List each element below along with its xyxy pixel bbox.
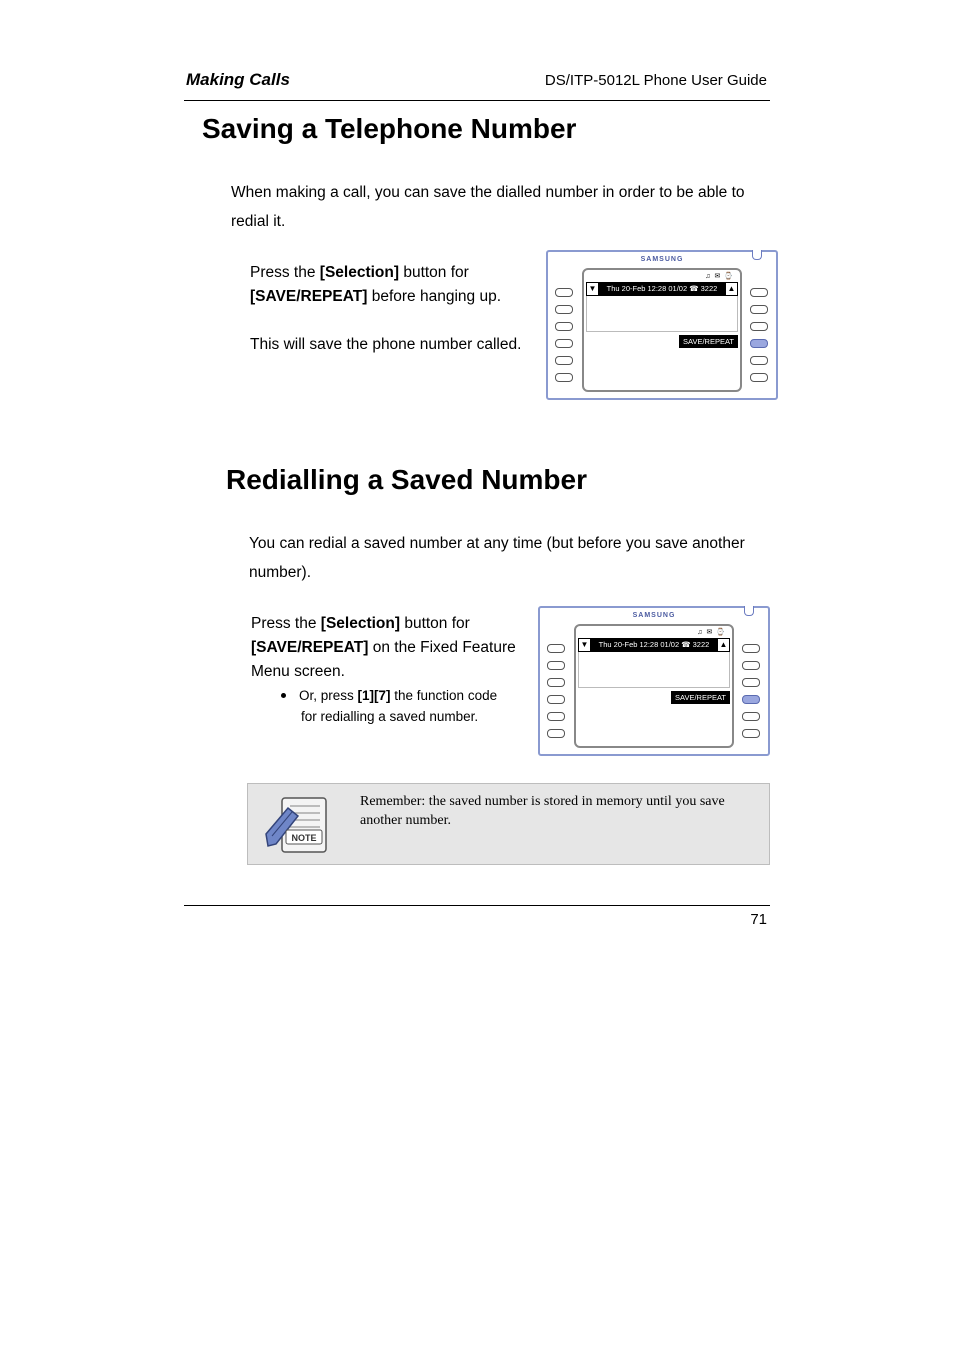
left-softkey-button xyxy=(555,322,573,331)
right-softkey-button xyxy=(750,322,768,331)
status-bar xyxy=(578,638,730,652)
scroll-up-icon: ▲ xyxy=(717,639,729,651)
bullet-text: Or, press xyxy=(299,688,358,703)
note-box xyxy=(247,783,770,865)
left-softkey-button xyxy=(547,712,565,721)
step-text: before hanging up. xyxy=(367,288,502,305)
page-number: 71 xyxy=(750,911,767,928)
note-text: Remember: the saved number is stored in memory until you save another number. xyxy=(360,794,725,828)
header-divider xyxy=(184,100,770,101)
right-softkey-button xyxy=(742,712,760,721)
section-title: Making Calls xyxy=(186,70,290,89)
left-softkey-button xyxy=(555,305,573,314)
scroll-up-icon: ▲ xyxy=(725,283,737,295)
redial-heading: Redialling a Saved Number xyxy=(226,464,587,495)
saving-intro: When making a call, you can save the dialled number in order to be able to redial it. xyxy=(231,184,745,230)
bullet-text: for redialling a saved number. xyxy=(301,709,479,724)
note-icon xyxy=(262,796,328,854)
right-softkey-button xyxy=(750,356,768,365)
save-repeat-key-label: [SAVE/REPEAT] xyxy=(251,639,369,656)
left-softkey-button xyxy=(547,661,565,670)
step-text: Press the xyxy=(251,615,321,632)
display-line xyxy=(578,652,730,688)
display-line xyxy=(586,296,738,332)
left-softkey-button xyxy=(547,729,565,738)
save-repeat-softkey: SAVE/REPEAT xyxy=(679,335,738,348)
left-softkey-button xyxy=(555,288,573,297)
right-softkey-button xyxy=(750,288,768,297)
left-softkey-button xyxy=(555,373,573,382)
note-label: NOTE xyxy=(291,833,317,843)
status-icons: ♫ ✉ ⌚ xyxy=(705,273,734,280)
left-softkey-button xyxy=(547,678,565,687)
scroll-down-icon: ▼ xyxy=(587,283,599,295)
footer-divider xyxy=(184,905,770,906)
phone-display-illustration xyxy=(546,250,778,400)
saving-result: This will save the phone number called. xyxy=(250,336,522,353)
right-softkey-button xyxy=(742,661,760,670)
bullet-icon xyxy=(281,693,286,698)
phone-brand: SAMSUNG xyxy=(640,256,684,263)
save-repeat-key-label: [SAVE/REPEAT] xyxy=(250,288,368,305)
right-softkey-button xyxy=(750,305,768,314)
selection-key-label: [Selection] xyxy=(319,264,400,281)
selection-button-highlighted xyxy=(750,339,768,348)
bullet-text: the function code xyxy=(390,688,498,703)
step-text: on the Fixed Feature Menu screen. xyxy=(251,639,516,680)
save-repeat-softkey: SAVE/REPEAT xyxy=(671,691,730,704)
step-text: button for xyxy=(400,615,470,632)
right-softkey-button xyxy=(742,729,760,738)
phone-display-illustration xyxy=(538,606,770,756)
saving-heading: Saving a Telephone Number xyxy=(202,113,577,144)
right-softkey-button xyxy=(750,373,768,382)
left-softkey-button xyxy=(555,339,573,348)
status-line: Thu 20-Feb 12:28 01/02 ☎ 3222 xyxy=(591,639,717,651)
scroll-down-icon: ▼ xyxy=(579,639,591,651)
status-line: Thu 20-Feb 12:28 01/02 ☎ 3222 xyxy=(599,283,725,295)
left-softkey-button xyxy=(547,695,565,704)
right-softkey-button xyxy=(742,644,760,653)
left-softkey-button xyxy=(547,644,565,653)
right-softkey-button xyxy=(742,678,760,687)
selection-button-highlighted xyxy=(742,695,760,704)
phone-screen xyxy=(574,624,734,748)
guide-title: DS/ITP-5012L Phone User Guide xyxy=(544,72,767,89)
status-bar xyxy=(586,282,738,296)
selection-key-label: [Selection] xyxy=(320,615,401,632)
saving-step xyxy=(250,261,530,309)
phone-screen xyxy=(582,268,742,392)
redial-intro: You can redial a saved number at any time (but before you save another number). xyxy=(249,535,745,581)
left-softkey-button xyxy=(555,356,573,365)
step-text: button for xyxy=(399,264,469,281)
step-text: Press the xyxy=(250,264,320,281)
phone-brand: SAMSUNG xyxy=(632,612,676,619)
status-icons: ♫ ✉ ⌚ xyxy=(697,629,726,636)
redial-step xyxy=(251,612,531,684)
redial-bullet xyxy=(281,685,521,727)
function-code: [1][7] xyxy=(357,688,391,703)
